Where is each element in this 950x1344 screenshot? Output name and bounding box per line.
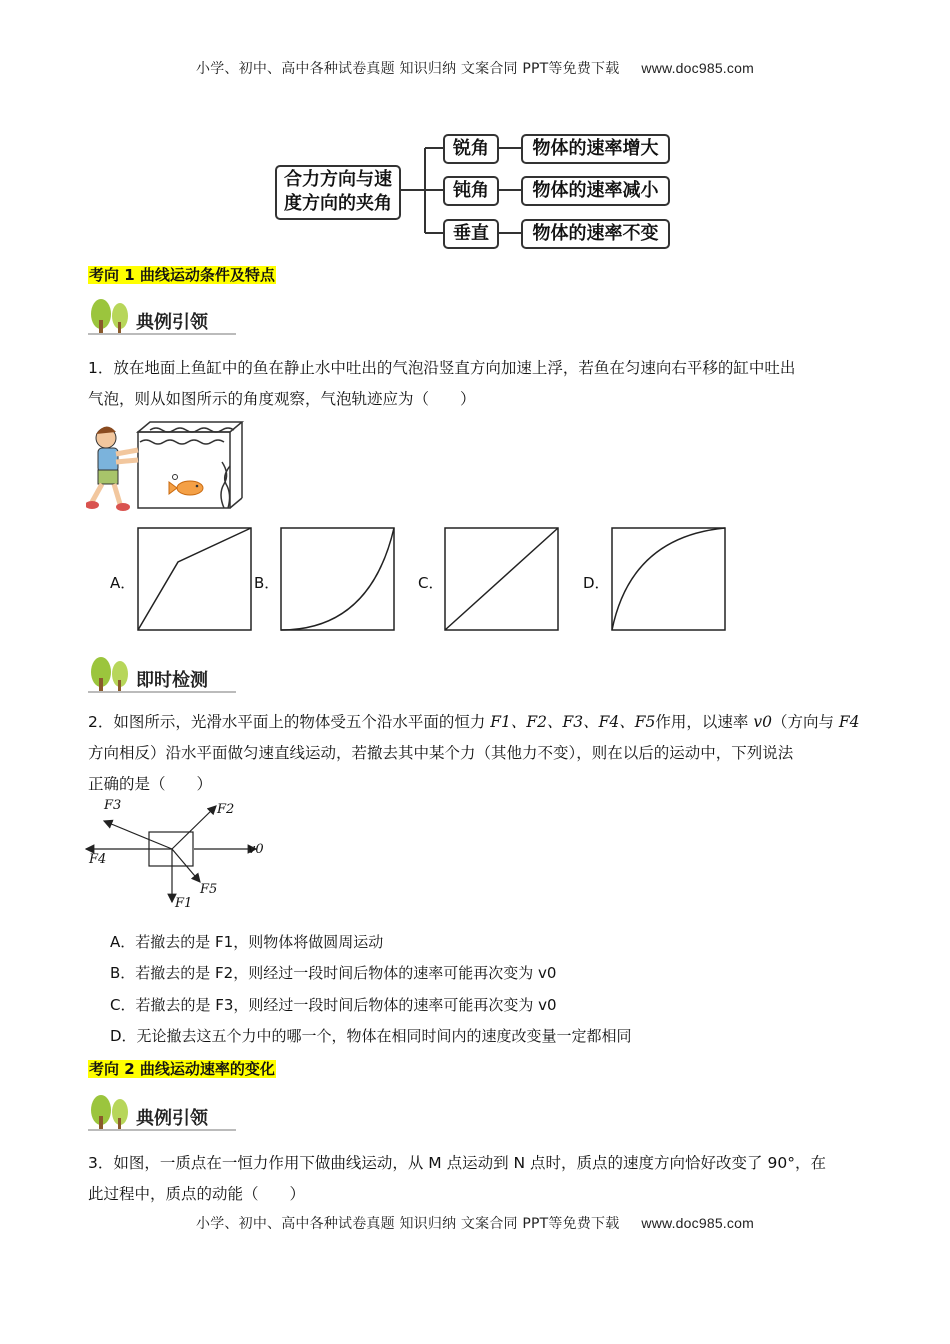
label-v0: v0 [248,842,264,857]
label-f4: F4 [89,852,107,867]
footer-url[interactable]: www.doc985.com [641,1215,754,1231]
section-2-heading [88,1058,276,1079]
q3-line-1: 3．如图，一质点在一恒力作用下做曲线运动，从 M 点运动到 N 点时，质点的速度方向恰好改变了 90°，在 [88,1154,826,1172]
q3-line-2: 此过程中，质点的动能（ ） [88,1185,306,1203]
result-decrease: 物体的速率减小 [521,176,670,206]
result-increase: 物体的速率增大 [521,134,670,164]
root-line-1: 合力方向与速 [284,169,392,190]
q2-line-3: 正确的是（ ） [88,775,213,793]
q2-option-b[interactable]: B．若撤去的是 F2，则经过一段时间后物体的速率可能再次变为 v0 [110,964,557,982]
header-text: 小学、初中、高中各种试卷真题 知识归纳 文案合同 PPT等免费下载 [196,61,620,77]
badge-1-label: 典例引领 [136,312,208,333]
q1-option-c-graph[interactable] [444,527,560,631]
badge-check [88,654,238,694]
q1-option-d-label[interactable]: D． [583,574,610,592]
q2-line-2: 方向相反）沿水平面做匀速直线运动，若撤去其中某个力（其他力不变），则在以后的运动中，下列说法 [88,744,794,762]
q1-option-c-label[interactable]: C． [418,574,444,592]
q2-f4: F4 [838,713,860,731]
page-footer [0,1213,950,1233]
fish-tank-illustration [86,420,248,512]
badge-example-1 [88,296,238,336]
q1-line-2: 气泡，则从如图所示的角度观察，气泡轨迹应为（ ） [88,390,476,408]
q1-option-a-graph[interactable] [137,527,253,631]
section-1-heading [88,264,276,285]
label-f3: F3 [104,798,122,813]
angle-acute: 锐角 [443,134,499,164]
concept-diagram [0,0,950,260]
diagram-root [275,165,401,220]
section-2-title: 考向 2 曲线运动速率的变化 [89,1060,275,1078]
q1-option-a-label[interactable]: A． [110,574,136,592]
q1-option-b-label[interactable]: B． [254,574,280,592]
question-2 [88,707,878,800]
label-f5: F5 [200,882,218,897]
section-1-title: 考向 1 曲线运动条件及特点 [89,266,275,284]
root-line-2: 度方向的夹角 [284,193,392,214]
q2-option-a[interactable]: A．若撤去的是 F1，则物体将做圆周运动 [110,933,384,951]
q2-forces: F1、F2、F3、F4、F5 [490,713,656,731]
label-f1: F1 [175,896,193,911]
q2-v0: v0 [753,713,772,731]
badge-example-2 [88,1092,238,1132]
badge-2-label: 即时检测 [136,670,208,691]
q2-option-c[interactable]: C．若撤去的是 F3，则经过一段时间后物体的速率可能再次变为 v0 [110,996,557,1014]
angle-obtuse: 钝角 [443,176,499,206]
question-3 [88,1148,878,1210]
header-url[interactable]: www.doc985.com [641,60,754,76]
q2-line-1-c: （方向与 [771,713,839,731]
label-f2: F2 [217,802,235,817]
result-unchanged: 物体的速率不变 [521,219,670,249]
q2-option-d[interactable]: D．无论撤去这五个力中的哪一个，物体在相同时间内的速度改变量一定都相同 [110,1027,632,1045]
q2-line-1-a: 2．如图所示，光滑水平面上的物体受五个沿水平面的恒力 [88,713,491,731]
angle-right: 垂直 [443,219,499,249]
q1-option-b-graph[interactable] [280,527,396,631]
q2-line-1-b: 作用，以速率 [655,713,754,731]
badge-3-label: 典例引领 [136,1108,208,1129]
q2-line-1 [88,707,878,738]
q1-option-d-graph[interactable] [611,527,727,631]
footer-text: 小学、初中、高中各种试卷真题 知识归纳 文案合同 PPT等免费下载 [196,1216,620,1232]
force-diagram [84,796,269,916]
question-1 [88,353,868,415]
q1-line-1: 1．放在地面上鱼缸中的鱼在静止水中吐出的气泡沿竖直方向加速上浮，若鱼在匀速向右平移的缸中吐出 [88,359,796,377]
